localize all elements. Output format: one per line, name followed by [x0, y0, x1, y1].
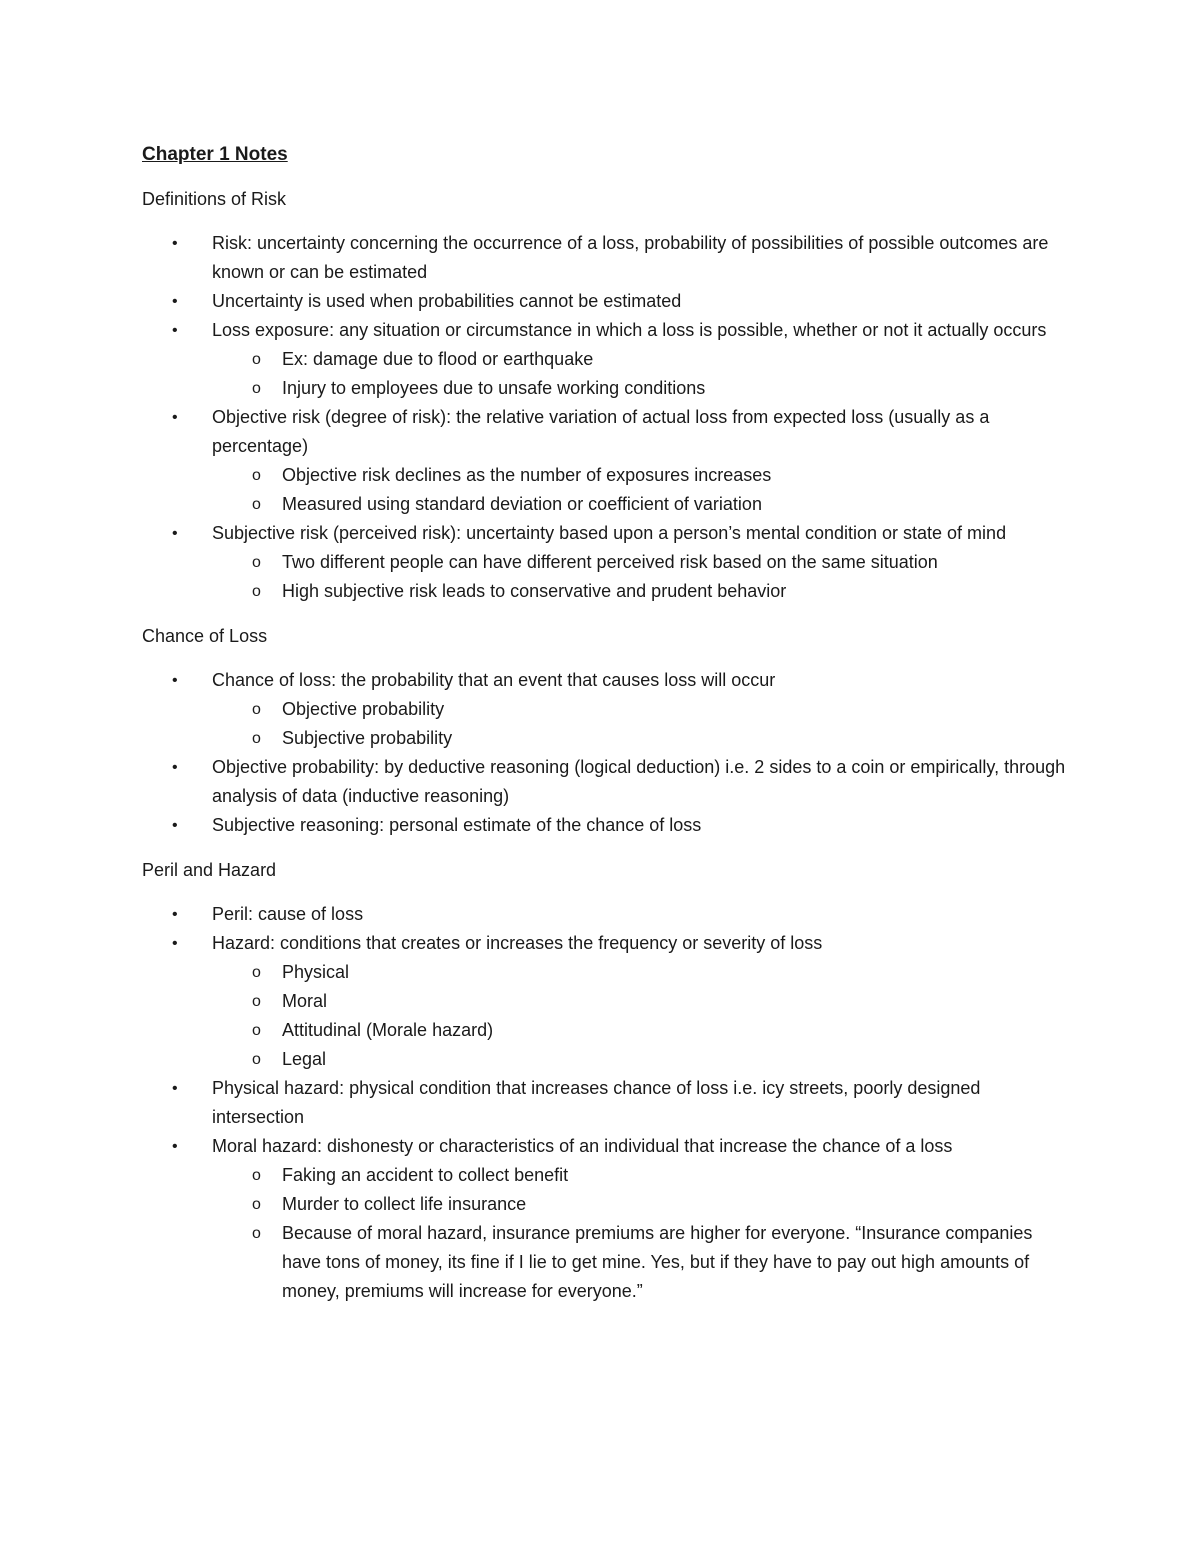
sub-list-item [212, 461, 1070, 490]
list-item-text: Physical hazard: physical condition that increases chance of loss i.e. icy streets, poorly designed intersection [212, 1078, 981, 1127]
sub-list-item [212, 958, 1070, 987]
list-item-text: Objective risk (degree of risk): the relative variation of actual loss from expected loss (usually as a percentage) [212, 407, 990, 456]
sub-list-item [212, 1190, 1070, 1219]
bullet-icon: • [172, 817, 178, 834]
sub-bullet-list [212, 461, 1070, 519]
document-body [142, 185, 1070, 1306]
sub-list-item-text: Objective risk declines as the number of exposures increases [282, 465, 772, 485]
sub-list-item-text: Legal [282, 1049, 327, 1069]
sub-bullet-list [212, 1161, 1070, 1306]
sub-bullet-list [212, 695, 1070, 753]
section [142, 856, 1070, 1306]
list-item [142, 229, 1070, 287]
circle-bullet-icon: o [252, 1225, 261, 1242]
circle-bullet-icon: o [252, 380, 261, 397]
sub-list-item [212, 1161, 1070, 1190]
list-item [142, 1074, 1070, 1132]
circle-bullet-icon: o [252, 351, 261, 368]
sub-list-item-text: Two different people can have different perceived risk based on the same situation [282, 552, 938, 572]
circle-bullet-icon: o [252, 964, 261, 981]
list-item-text: Subjective risk (perceived risk): uncertainty based upon a person’s mental condition or state of mind [212, 523, 1007, 543]
sub-bullet-list [212, 548, 1070, 606]
circle-bullet-icon: o [252, 467, 261, 484]
circle-bullet-icon: o [252, 730, 261, 747]
sub-list-item-text: High subjective risk leads to conservative and prudent behavior [282, 581, 787, 601]
sub-list-item-text: Faking an accident to collect benefit [282, 1165, 569, 1185]
bullet-icon: • [172, 235, 178, 252]
list-item [142, 929, 1070, 1074]
circle-bullet-icon: o [252, 1196, 261, 1213]
section [142, 185, 1070, 606]
bullet-icon: • [172, 906, 178, 923]
section-heading: Chance of Loss [142, 626, 268, 646]
sub-list-item [212, 695, 1070, 724]
list-item-text: Chance of loss: the probability that an event that causes loss will occur [212, 670, 776, 690]
sub-list-item [212, 548, 1070, 577]
list-item [142, 753, 1070, 811]
circle-bullet-icon: o [252, 993, 261, 1010]
circle-bullet-icon: o [252, 701, 261, 718]
sub-list-item-text: Because of moral hazard, insurance premiums are higher for everyone. “Insurance companies have tons of money, its fine if I lie to get mine. Yes, but if they have to pay out high amounts of money, premiums will increase for everyone.” [282, 1223, 1033, 1301]
sub-list-item [212, 1016, 1070, 1045]
bullet-list [142, 229, 1070, 606]
section [142, 622, 1070, 840]
circle-bullet-icon: o [252, 1051, 261, 1068]
sub-list-item [212, 1045, 1070, 1074]
bullet-icon: • [172, 935, 178, 952]
sub-list-item-text: Ex: damage due to flood or earthquake [282, 349, 594, 369]
list-item-text: Moral hazard: dishonesty or characteristics of an individual that increase the chance of a loss [212, 1136, 953, 1156]
circle-bullet-icon: o [252, 1022, 261, 1039]
circle-bullet-icon: o [252, 1167, 261, 1184]
bullet-icon: • [172, 525, 178, 542]
sub-list-item-text: Murder to collect life insurance [282, 1194, 527, 1214]
bullet-icon: • [172, 1080, 178, 1097]
list-item-text: Uncertainty is used when probabilities cannot be estimated [212, 291, 682, 311]
circle-bullet-icon: o [252, 583, 261, 600]
list-item-text: Loss exposure: any situation or circumstance in which a loss is possible, whether or not it actually occurs [212, 320, 1047, 340]
circle-bullet-icon: o [252, 554, 261, 571]
sub-bullet-list [212, 958, 1070, 1074]
list-item [142, 666, 1070, 753]
bullet-icon: • [172, 409, 178, 426]
sub-list-item-text: Objective probability [282, 699, 445, 719]
sub-list-item-text: Injury to employees due to unsafe working conditions [282, 378, 706, 398]
bullet-icon: • [172, 759, 178, 776]
sub-list-item [212, 1219, 1070, 1306]
list-item-text: Subjective reasoning: personal estimate of the chance of loss [212, 815, 702, 835]
list-item [142, 900, 1070, 929]
sub-list-item-text: Attitudinal (Morale hazard) [282, 1020, 494, 1040]
list-item [142, 811, 1070, 840]
section-heading: Definitions of Risk [142, 189, 287, 209]
bullet-icon: • [172, 672, 178, 689]
sub-list-item [212, 374, 1070, 403]
bullet-icon: • [172, 322, 178, 339]
list-item [142, 287, 1070, 316]
bullet-icon: • [172, 293, 178, 310]
sub-list-item [212, 987, 1070, 1016]
sub-list-item [212, 724, 1070, 753]
sub-list-item [212, 345, 1070, 374]
sub-list-item-text: Physical [282, 962, 350, 982]
bullet-icon: • [172, 1138, 178, 1155]
sub-list-item-text: Moral [282, 991, 328, 1011]
sub-list-item-text: Measured using standard deviation or coefficient of variation [282, 494, 762, 514]
page-title: Chapter 1 Notes [142, 144, 288, 165]
bullet-list [142, 666, 1070, 840]
list-item [142, 403, 1070, 519]
circle-bullet-icon: o [252, 496, 261, 513]
list-item [142, 519, 1070, 606]
list-item-text: Objective probability: by deductive reasoning (logical deduction) i.e. 2 sides to a coin or empirically, through analysis of data (inductive reasoning) [212, 757, 1066, 806]
list-item-text: Hazard: conditions that creates or increases the frequency or severity of loss [212, 933, 823, 953]
list-item-text: Risk: uncertainty concerning the occurrence of a loss, probability of possibilities of possible outcomes are known or can be estimated [212, 233, 1049, 282]
sub-list-item [212, 577, 1070, 606]
bullet-list [142, 900, 1070, 1306]
section-heading: Peril and Hazard [142, 860, 277, 880]
list-item [142, 1132, 1070, 1306]
sub-list-item [212, 490, 1070, 519]
sub-bullet-list [212, 345, 1070, 403]
list-item-text: Peril: cause of loss [212, 904, 364, 924]
list-item [142, 316, 1070, 403]
sub-list-item-text: Subjective probability [282, 728, 453, 748]
